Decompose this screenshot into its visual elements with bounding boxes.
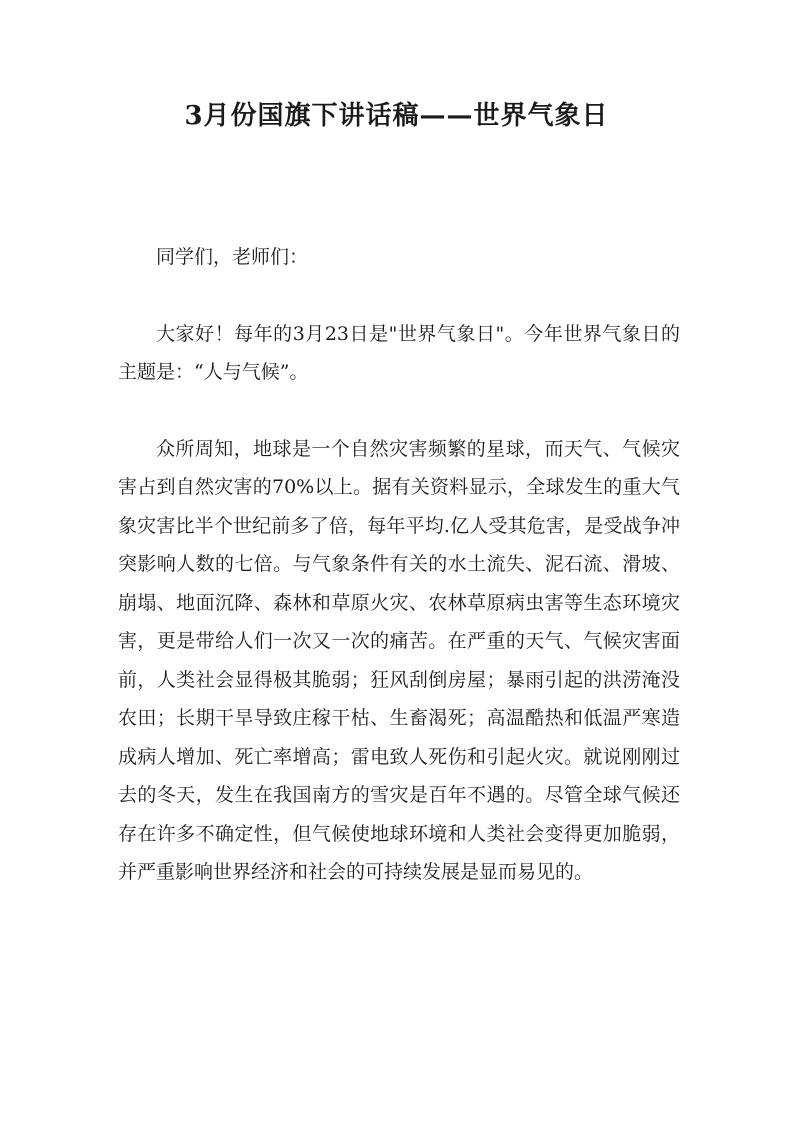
greeting-line: 同学们，老师们： — [156, 246, 309, 268]
paragraph-disasters: 众所周知，地球是一个自然灾害频繁的星球，而天气、气候灾害占到自然灾害的70%以上。据有关资料显示，全球发生的重大气象灾害比半个世纪前多了倍，每年平均.亿人受其危害，是受战争冲突影响人数的七倍。与气象条件有关的水土流失、泥石流、滑坡、崩塌、地面沉降、森林和草原火灾、农林草原病虫害等生态环境灾害，更是带给人们一次又一次的痛苦。在严重的天气、气候灾害面前，人类社会显得极其脆弱；狂风刮倒房屋；暴雨引起的洪涝淹没农田；长期干旱导致庄稼干枯、生畜渴死；高温酷热和低温严寒造成病人增加、死亡率增高；雷电致人死伤和引起火灾。就说刚刚过去的冬天，发生在我国南方的雪灾是百年不遇的。尽管全球气候还存在许多不确定性，但气候使地球环境和人类社会变得更加脆弱，并严重影响世界经济和社会的可持续发展是显而易见的。 — [118, 437, 680, 883]
document-body — [118, 238, 680, 930]
paragraph-intro: 大家好！每年的3月23日是"世界气象日"。今年世界气象日的主题是：“人与气候”。 — [118, 322, 680, 383]
document-title: 3月份国旗下讲话稿——世界气象日 — [184, 101, 609, 131]
